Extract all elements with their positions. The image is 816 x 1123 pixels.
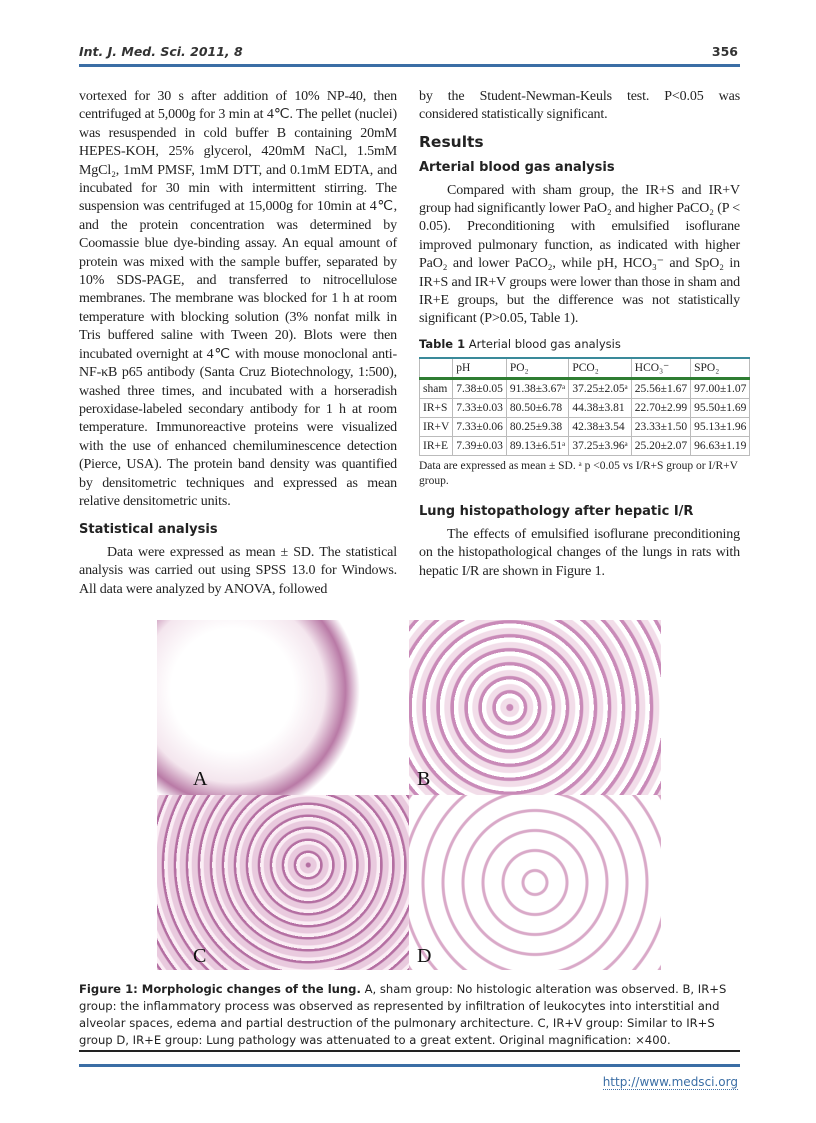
right-column — [419, 88, 747, 581]
table-cell: 25.20±2.07 — [631, 437, 690, 456]
table-cell: 7.33±0.03 — [453, 399, 507, 418]
table-cell: 91.38±3.67ᵃ — [506, 379, 568, 399]
table-cell: 95.50±1.69 — [691, 399, 750, 418]
table-row — [420, 418, 750, 437]
header-rule — [79, 64, 740, 67]
table-row — [420, 399, 750, 418]
table-cell: IR+S — [420, 399, 453, 418]
column-header — [420, 358, 453, 379]
table-cell: IR+E — [420, 437, 453, 456]
table-cell: 7.33±0.06 — [453, 418, 507, 437]
panel-c-image — [157, 795, 409, 970]
section-heading: Results — [419, 132, 484, 151]
table-caption — [419, 335, 740, 353]
table-cell: 37.25±2.05ᵃ — [569, 379, 631, 399]
panel-label: B — [417, 768, 431, 790]
journal-url-link[interactable]: http://www.medsci.org — [602, 1075, 738, 1089]
column-header: HCO₃⁻ — [631, 358, 690, 379]
panel-label: D — [417, 945, 432, 967]
table-cell: 25.56±1.67 — [631, 379, 690, 399]
table-row — [420, 437, 750, 456]
table-cell: 80.50±6.78 — [506, 399, 568, 418]
table-cell: sham — [420, 379, 453, 399]
table-title: Arterial blood gas analysis — [465, 336, 621, 351]
column-header: pH — [453, 358, 507, 379]
panel-b-image — [409, 620, 661, 795]
paragraph: Compared with sham group, the IR+S and IR+V group had significantly lower PaO₂ and higher PaCO₂ (P < 0.05). Preconditioning with emulsified isoflurane improved pulmonary function, as indicated with higher PaO₂ and lower PaCO₂, while pH, HCO₃⁻ and SpO₂ in IR+S and IR+V groups were lower than those in sham and IR+E groups, but the difference was not statistically significant (P>0.05, Table 1). — [419, 182, 740, 327]
section-heading: Statistical analysis — [79, 522, 218, 538]
table-header-row — [420, 358, 750, 379]
footer-rule — [79, 1064, 740, 1067]
table-cell: 37.25±3.96ᵃ — [569, 437, 631, 456]
table-cell: 96.63±1.19 — [691, 437, 750, 456]
table-cell: 22.70±2.99 — [631, 399, 690, 418]
subsection-heading: Lung histopathology after hepatic I/R — [419, 504, 694, 520]
blood-gas-table — [419, 357, 750, 456]
panel-label: A — [193, 768, 208, 790]
table-cell: 42.38±3.54 — [569, 418, 631, 437]
table-cell: 89.13±6.51ᵃ — [506, 437, 568, 456]
table-note: Data are expressed as mean ± SD. ᵃ p <0.05 vs I/R+S group or I/R+V group. — [419, 460, 738, 488]
caption-text: A, sham group: No histologic alteration was observed. B, IR+S group: the inflammatory process was observed as represented by infiltration of leukocytes into interstitial and alveolar spaces, edema and partial destruction of the pulmonary architecture. C, IR+V group: Similar to IR+S group D, IR+E group: Lung pathology was attenuated to a great extent. Original magnification: ×400. — [79, 982, 727, 1047]
journal-header: Int. J. Med. Sci. 2011, 8 — [79, 44, 243, 59]
figure-caption — [79, 981, 740, 1049]
table-cell: 95.13±1.96 — [691, 418, 750, 437]
paragraph: by the Student-Newman-Keuls test. P<0.05 was considered statistically significant. — [419, 89, 740, 123]
column-header: PCO₂ — [569, 358, 631, 379]
table-cell: 7.39±0.03 — [453, 437, 507, 456]
caption-title: Figure 1: Morphologic changes of the lung. — [79, 982, 361, 996]
panel-d-image — [409, 795, 661, 970]
table-cell: 44.38±3.81 — [569, 399, 631, 418]
table-cell: 7.38±0.05 — [453, 379, 507, 399]
figure-1 — [157, 620, 661, 970]
left-column — [79, 88, 397, 599]
page-number: 356 — [711, 44, 738, 59]
panel-label: C — [193, 945, 207, 967]
paragraph: The effects of emulsified isoflurane preconditioning on the histopathological changes of the lungs in rats with hepatic I/R are shown in Figure 1. — [419, 526, 740, 579]
paragraph: vortexed for 30 s after addition of 10% NP-40, then centrifuged at 5,000g for 3 min at 4℃. The pellet (nuclei) was resuspended in cold buffer B containing 20mM HEPES-KOH, 25% glycerol, 420mM NaCl, 1.5mM MgCl₂, 1mM PMSF, 1mM DTT, and 0.1mM EDTA, and incubated for 30 min with intermittent stirring. The suspension was centrifuged at 15,000g for 10min at 4℃, and the protein concentration was determined by Coomassie blue dye-binding assay. An equal amount of protein was mixed with the sample buffer, separated by 10% SDS-PAGE, and transferred to nitrocellulose membranes. The membrane was blocked for 1 h at room temperature with blocking solution (3% nonfat milk in Tris buffered saline with Tween 20). Blots were then incubated overnight at 4℃ with mouse monoclonal anti-NF-κB p65 antibody (Santa Cruz Biotechnology, 1:500), washed three times, and incubated with a horseradish peroxidase-labeled secondary antibody for 1 h at room temperature. Immunoreactive proteins were visualized with the use of enhanced chemiluminescence detection (Pierce, USA). The protein band density was quantified by densitometric techniques and expressed as mean relative densitometric units. — [79, 89, 397, 509]
table-label: Table 1 — [419, 336, 466, 351]
table-row — [420, 379, 750, 399]
subsection-heading: Arterial blood gas analysis — [419, 160, 615, 176]
table-cell: 23.33±1.50 — [631, 418, 690, 437]
table-cell: 97.00±1.07 — [691, 379, 750, 399]
table-cell: IR+V — [420, 418, 453, 437]
caption-rule — [79, 1050, 740, 1052]
column-header: PO₂ — [506, 358, 568, 379]
paragraph: Data were expressed as mean ± SD. The statistical analysis was carried out using SPSS 13.0 for Windows. All data were analyzed by ANOVA, followed — [79, 544, 397, 597]
column-header: SPO₂ — [691, 358, 750, 379]
table-cell: 80.25±9.38 — [506, 418, 568, 437]
panel-a-image — [157, 620, 409, 795]
